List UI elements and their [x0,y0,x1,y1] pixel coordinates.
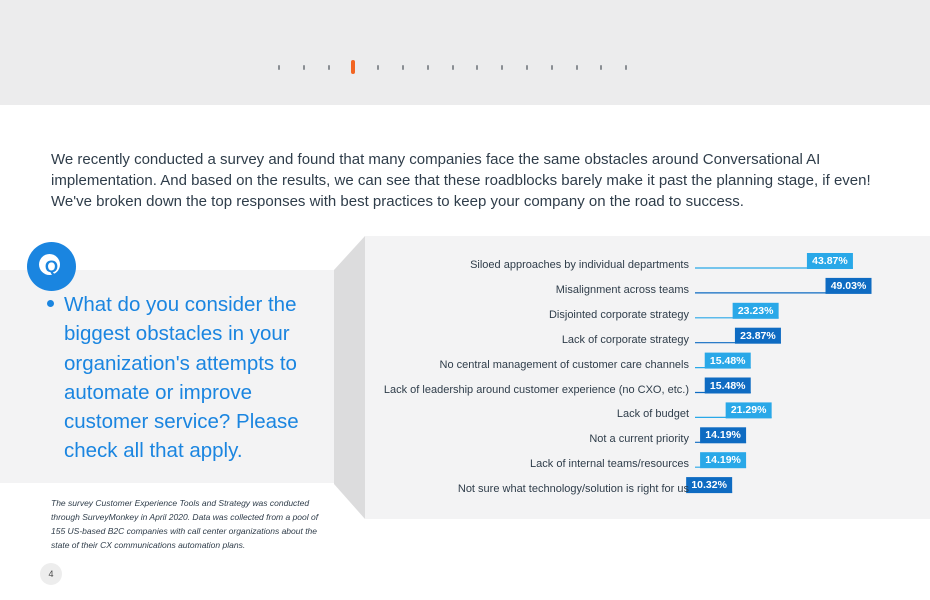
bar-value-label: 43.87% [812,255,848,267]
bar-category-label: Siloed approaches by individual departments [470,259,689,271]
bar-category-label: Misalignment across teams [555,283,689,296]
bar-value-label: 21.29% [730,404,767,417]
survey-footnote: The survey Customer Experience Tools and Strategy was conducted through SurveyMonkey in April 2020. Data was collected from a pool of 155 US-based B2C companies with call center organizations about the state of their CX communications automation plans. [51,498,319,550]
bar-category-label: Not sure what technology/solution is right for us [457,483,689,496]
question-badge-letter: Q [44,257,59,276]
bar-value-label: 49.03% [830,279,867,292]
intro-paragraph: We recently conducted a survey and found that many companies face the same obstacles around Conversational AI implementation. And based on the results, we can see that these roadblocks barely make it past the planning stage, if even! We've broken down the top responses with best practices to keep your company on the road to success. [51,151,871,210]
bar-category-label: Lack of corporate strategy [561,333,689,346]
bar-value-label: 23.87% [740,329,776,342]
survey-question: What do you consider the biggest obstacles in your organization's attempts to automate or improve customer service? Please check all that apply. [64,293,299,463]
bar-value-label: 14.19% [705,429,741,442]
bar-value-label: 15.48% [709,354,746,367]
bar-value-label: 14.19% [705,454,741,467]
bar-category-label: No central management of customer care channels [439,358,689,371]
bar-category-label: Lack of leadership around customer experience (no CXO, etc.) [383,383,689,396]
bar-value-label: 23.23% [737,304,774,317]
bar-value-label: 10.32% [691,479,727,492]
bar-category-label: Lack of budget [616,408,689,421]
bar-value-label: 15.48% [709,379,746,392]
bar-category-label: Not a current priority [589,433,689,446]
bar-category-label: Disjointed corporate strategy [548,308,689,321]
page-number: 4 [40,563,62,585]
chart-panel-fold [334,236,365,519]
bar-category-label: Lack of internal teams/resources [530,458,689,471]
